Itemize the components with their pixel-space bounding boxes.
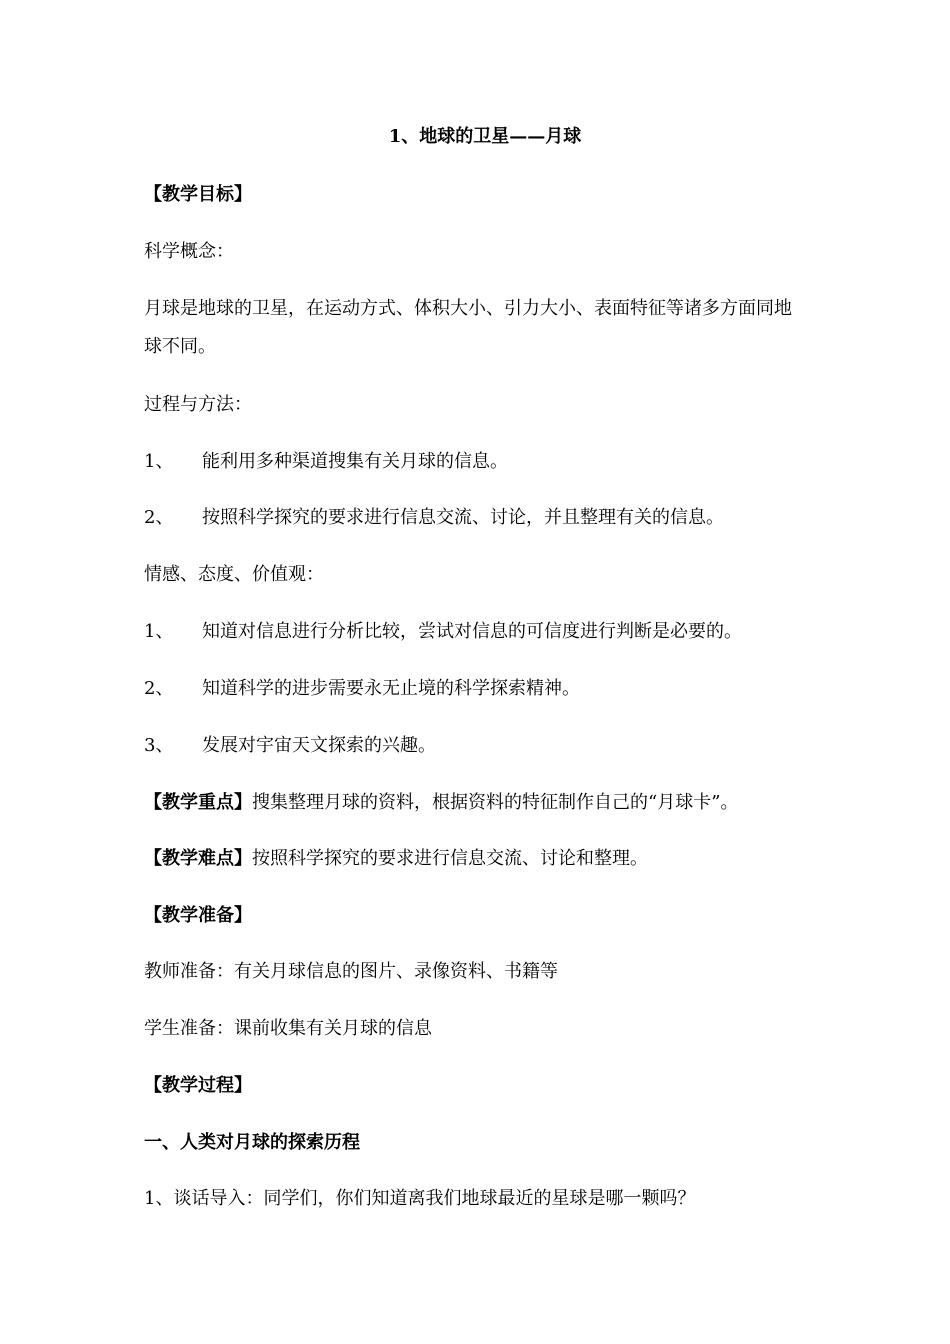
student-preparation: 学生准备：课前收集有关月球的信息 [144,1018,432,1039]
attitude-item-3-text: 发展对宇宙天文探索的兴趣。 [202,735,436,756]
process-item-1-text: 能利用多种渠道搜集有关月球的信息。 [202,451,508,472]
attitude-item-1 [144,619,824,645]
process-item-1 [144,449,824,475]
process-item-1-number: 1、 [144,451,174,472]
process-item-2-text: 按照科学探究的要求进行信息交流、讨论，并且整理有关的信息。 [202,507,724,528]
attitude-item-2-number: 2、 [144,678,174,699]
key-point [144,790,824,816]
attitude-item-2-text: 知道科学的进步需要永无止境的科学探索精神。 [202,678,580,699]
concept-text-line1: 月球是地球的卫星，在运动方式、体积大小、引力大小、表面特征等诸多方面同地 [144,298,792,319]
difficulty-heading: 【教学难点】 [144,848,252,869]
section1-item1: 1、谈话导入：同学们，你们知道离我们地球最近的星球是哪一颗吗？ [144,1188,696,1209]
attitude-item-1-number: 1、 [144,621,174,642]
concept-text-line2: 球不同。 [144,336,216,357]
attitude-item-3-number: 3、 [144,735,174,756]
objectives-heading: 【教学目标】 [144,184,252,205]
concept-label: 科学概念： [144,241,234,262]
attitude-label: 情感、态度、价值观： [144,564,324,585]
attitude-item-2 [144,676,824,702]
preparation-heading: 【教学准备】 [144,905,252,926]
document-title: 1、地球的卫星——月球 [388,126,582,147]
process-item-2 [144,505,824,531]
process-item-2-number: 2、 [144,507,174,528]
process-label: 过程与方法： [144,394,252,415]
attitude-item-3 [144,733,824,759]
teacher-preparation: 教师准备：有关月球信息的图片、录像资料、书籍等 [144,961,558,982]
difficulty-text: 按照科学探究的要求进行信息交流、讨论和整理。 [252,848,648,869]
key-point-text: 搜集整理月球的资料，根据资料的特征制作自己的“月球卡”。 [252,792,739,813]
key-point-heading: 【教学重点】 [144,792,252,813]
attitude-item-1-text: 知道对信息进行分析比较，尝试对信息的可信度进行判断是必要的。 [202,621,742,642]
process-heading: 【教学过程】 [144,1075,252,1096]
difficulty [144,846,824,872]
section1-heading: 一、人类对月球的探索历程 [144,1132,360,1153]
